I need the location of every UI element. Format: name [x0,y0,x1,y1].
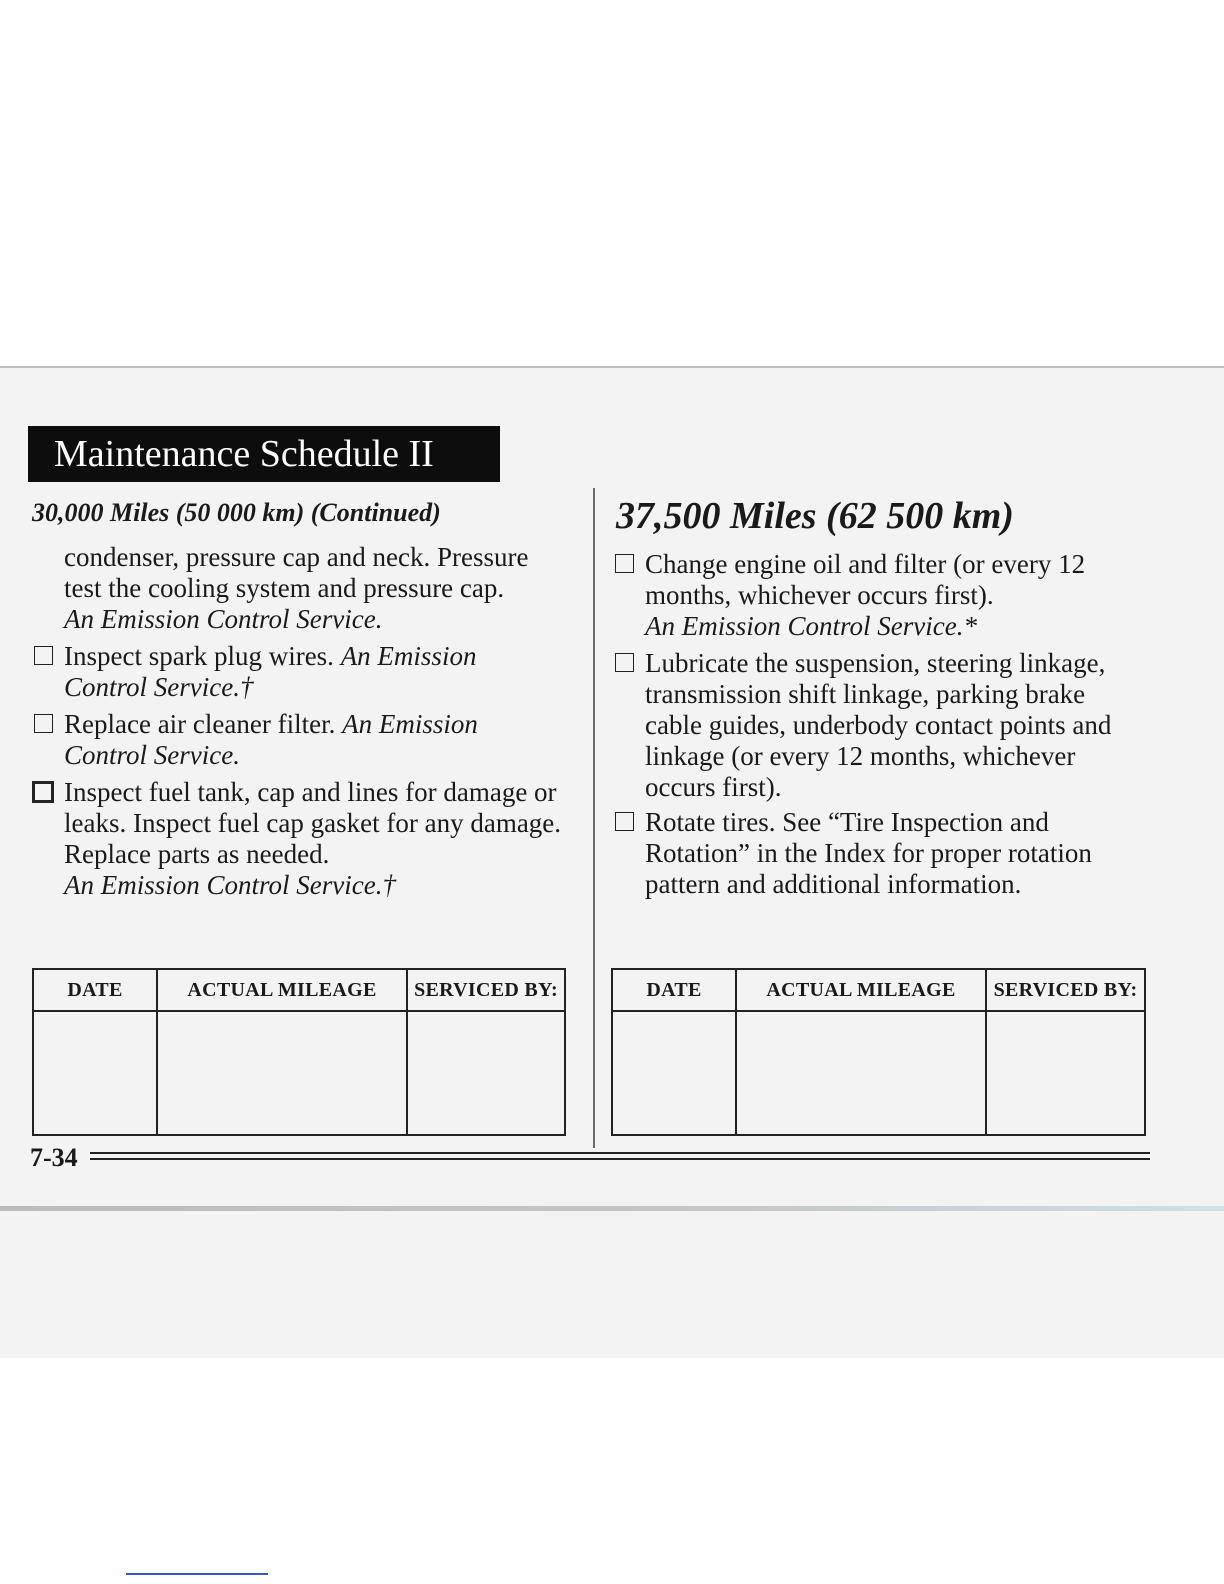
emission-note: An Emission Control Service.† [64,641,477,702]
checkbox[interactable] [32,781,54,803]
checklist-item [645,807,1125,900]
service-log-table-left [32,968,566,1136]
checklist-item [64,777,564,901]
table-header-row [612,969,1145,1011]
left-heading: 30,000 Miles (50 000 km) (Continued) [32,498,441,527]
continued-item [64,542,564,635]
emission-note: An Emission Control Service.* [645,611,977,641]
item-text: Lubricate the suspension, steering linkage, transmission shift linkage, parking brake cable guides, underbody contact points and linkage (or every 12 months, whichever occurs first). [645,648,1112,802]
checklist-item [645,549,1095,642]
section-title: Maintenance Schedule II [28,426,500,482]
date-cell[interactable] [33,1011,157,1135]
table-row [612,1011,1145,1135]
emission-note: An Emission Control Service.† [64,870,396,900]
item-text: Inspect spark plug wires. [64,641,334,671]
checklist-item [64,709,534,771]
serviced-by-header: SERVICED BY: [407,969,565,1011]
serviced-by-cell[interactable] [407,1011,565,1135]
checkbox[interactable] [615,653,634,672]
actual-mileage-cell[interactable] [736,1011,986,1135]
table-header-row [33,969,565,1011]
actual-mileage-header: ACTUAL MILEAGE [157,969,407,1011]
blue-underline-mark [126,1573,268,1575]
checkbox[interactable] [615,812,634,831]
date-header: DATE [33,969,157,1011]
actual-mileage-header: ACTUAL MILEAGE [736,969,986,1011]
emission-note: An Emission Control Service. [64,709,478,770]
item-text: Replace air cleaner filter. [64,709,336,739]
date-cell[interactable] [612,1011,736,1135]
service-log-table-right [611,968,1146,1136]
checkbox[interactable] [615,554,634,573]
checkbox[interactable] [34,646,53,665]
table-row [33,1011,565,1135]
item-text: Rotate tires. See “Tire Inspection and Rotation” in the Index for proper rotation pattern and additional information. [645,807,1092,899]
continued-text: condenser, pressure cap and neck. Pressure test the cooling system and pressure cap. [64,542,529,603]
checkbox[interactable] [34,714,53,733]
page-number: 7-34 [30,1143,78,1172]
actual-mileage-cell[interactable] [157,1011,407,1135]
checklist-item [645,648,1145,803]
item-text: Change engine oil and filter (or every 12 months, whichever occurs first). [645,549,1086,610]
right-heading: 37,500 Miles (62 500 km) [616,495,1014,537]
column-divider [593,488,595,1148]
item-text: Inspect fuel tank, cap and lines for damage or leaks. Inspect fuel cap gasket for any damage. Replace parts as needed. [64,777,562,869]
serviced-by-header: SERVICED BY: [986,969,1145,1011]
top-edge-rule [0,366,1224,368]
date-header: DATE [612,969,736,1011]
serviced-by-cell[interactable] [986,1011,1145,1135]
bottom-edge-rule [0,1206,1224,1211]
footer-rule [90,1152,1150,1160]
continued-emission-note: An Emission Control Service. [64,604,383,634]
checklist-item [64,641,534,703]
